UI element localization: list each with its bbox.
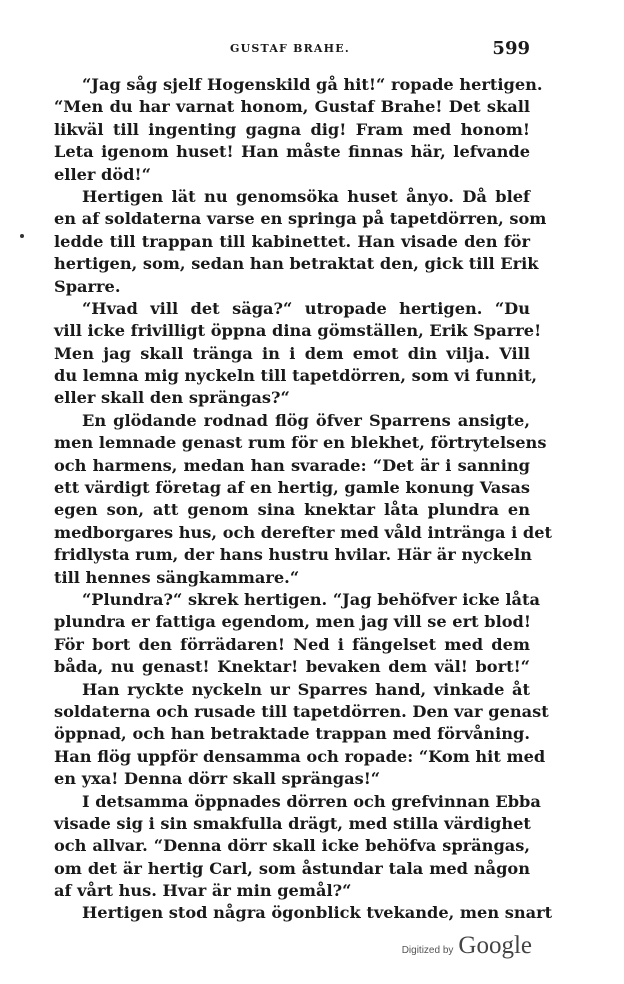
text-line: och harmens, medan han svarade: “Det är i sanning xyxy=(54,455,530,475)
text-line: till hennes sängkammare.“ xyxy=(54,567,300,587)
text-line: en af soldaterna varse en springa på tapetdörren, som xyxy=(54,209,547,229)
text-line: likväl till ingenting gagna dig! Fram med honom! xyxy=(54,119,530,139)
text-line: I detsamma öppnades dörren och grefvinnan Ebba xyxy=(82,791,541,811)
text-line: båda, nu genast! Knektar! bevaken dem väl! bort!“ xyxy=(54,657,530,677)
text-line: du lemna mig nyckeln till tapetdörren, som vi funnit, xyxy=(54,366,538,386)
text-line: “Hvad vill det säga?“ utropade hertigen. “Du xyxy=(82,298,530,318)
page-number: 599 xyxy=(492,38,530,59)
digitized-by-google-watermark xyxy=(402,932,532,962)
text-line: af vårt hus. Hvar är min gemål?“ xyxy=(54,881,352,901)
text-line: öppnad, och han betraktade trappan med förvåning. xyxy=(54,724,530,744)
running-title: GUSTAF BRAHE. xyxy=(230,42,350,55)
text-line: och allvar. “Denna dörr skall icke behöfva sprängas, xyxy=(54,836,530,856)
google-logo: Google xyxy=(458,932,532,959)
digitized-label: Digitized by xyxy=(401,945,454,956)
text-line: hertigen, som, sedan han betraktat den, gick till Erik xyxy=(54,254,539,274)
text-line: En glödande rodnad flög öfver Sparrens ansigte, xyxy=(82,410,530,430)
text-line: Leta igenom huset! Han måste finnas här, lefvande xyxy=(54,142,530,162)
text-line: “Jag såg sjelf Hogenskild gå hit!“ ropade hertigen. xyxy=(82,75,543,94)
text-line: Han flög uppför densamma och ropade: “Kom hit med xyxy=(54,746,546,766)
text-line: en yxa! Denna dörr skall sprängas!“ xyxy=(54,769,381,789)
text-line: Sparre. xyxy=(54,276,121,296)
text-line: eller skall den sprängas?“ xyxy=(54,388,290,408)
text-line: ledde till trappan till kabinettet. Han visade den för xyxy=(54,231,530,251)
text-line: Men jag skall tränga in i dem emot din vilja. Vill xyxy=(54,343,530,363)
text-line: ett värdigt företag af en hertig, gamle konung Vasas xyxy=(54,478,530,498)
running-head xyxy=(54,40,530,62)
text-line: eller död!“ xyxy=(54,164,151,184)
text-line: Hertigen lät nu genomsöka huset ånyo. Då blef xyxy=(82,186,530,206)
text-line: medborgares hus, och derefter med våld intränga i det xyxy=(54,522,552,542)
text-line: visade sig i sin smakfulla drägt, med stilla värdighet xyxy=(54,813,531,833)
text-line: men lemnade genast rum för en blekhet, förtrytelsens xyxy=(54,433,547,453)
text-line: För bort den förrädaren! Ned i fängelset med dem xyxy=(54,634,530,654)
text-line: fridlysta rum, der hans hustru hvilar. Här är nyckeln xyxy=(54,545,532,565)
text-line: om det är hertig Carl, som åstundar tala med någon xyxy=(54,858,530,878)
text-line: Hertigen stod några ögonblick tvekande, men snart xyxy=(82,903,553,923)
text-line: vill icke frivilligt öppna dina gömställen, Erik Sparre! xyxy=(54,321,542,341)
text-line: “Plundra?“ skrek hertigen. “Jag behöfver icke låta xyxy=(82,589,541,609)
text-line: egen son, att genom sina knektar låta plundra en xyxy=(54,500,530,520)
text-line: “Men du har varnat honom, Gustaf Brahe! Det skall xyxy=(54,97,530,117)
body-text xyxy=(54,74,553,925)
margin-mark xyxy=(20,234,24,238)
text-line: soldaterna och rusade till tapetdörren. Den var genast xyxy=(54,701,549,721)
text-line: Han ryckte nyckeln ur Sparres hand, vinkade åt xyxy=(82,679,530,699)
text-line: plundra er fattiga egendom, men jag vill se ert blod! xyxy=(54,612,531,632)
